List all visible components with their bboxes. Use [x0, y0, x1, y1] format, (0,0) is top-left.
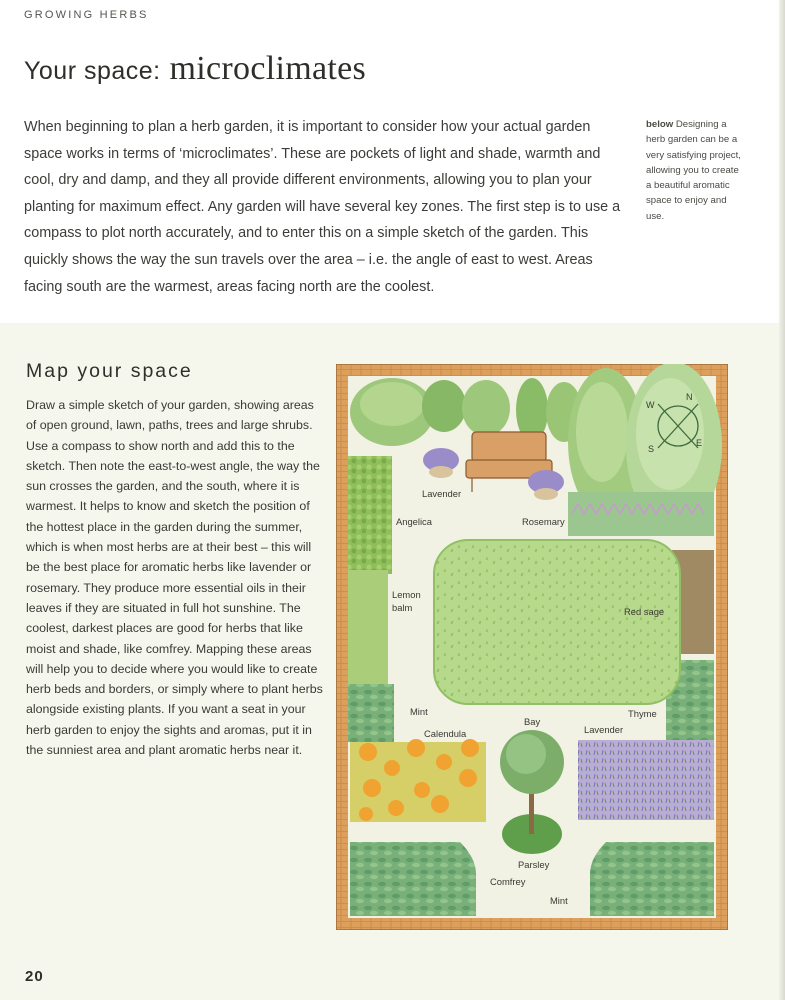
- label-mint-left: Mint: [410, 706, 428, 717]
- garden-plan-drawing: [336, 364, 728, 930]
- label-lavender-bottom: Lavender: [584, 724, 624, 735]
- label-rosemary: Rosemary: [522, 516, 565, 527]
- label-thyme: Thyme: [628, 708, 657, 719]
- compass-s: S: [648, 444, 655, 454]
- title-part-1: Your space:: [24, 57, 161, 85]
- section-title: Map your space: [26, 360, 193, 382]
- label-mint-bottom: Mint: [550, 895, 568, 906]
- image-caption: [646, 117, 741, 224]
- title-part-2: microclimates: [169, 50, 367, 87]
- label-red-sage: Red sage: [624, 606, 665, 617]
- label-angelica: Angelica: [396, 516, 432, 527]
- caption-lead: below: [646, 119, 674, 130]
- label-lavender-top: Lavender: [422, 488, 462, 499]
- label-comfrey: Comfrey: [490, 876, 526, 887]
- page-title: [24, 50, 366, 88]
- caption-text: Designing a herb garden can be a very satisfying project, allowing you to create a beautiful aromatic space to enjoy and use.: [646, 119, 741, 222]
- compass-e: E: [696, 438, 703, 448]
- section-body: Draw a simple sketch of your garden, showing areas of open ground, lawn, paths, trees and large shrubs. Use a compass to show north and add this to the sketch. Then note the east-to-west angle, the way the sun crosses the garden, and the south, where it is warmest. It helps to know and sketch the position of the hottest place in the garden during the summer, which is when most herbs are at their best – this will be the best place for aromatic herbs like lavender or rosemary. They produce more essential oils in their leaves if they are situated in full hot sunshine. The coolest, darkest places are good for herbs that like moist and shade, like comfrey. Mapping these areas will help you to decide where you would like to create herb beds and borders, or simply where to plant herbs alongside existing plants. If you want a seat in your herb garden to enjoy the sights and aromas, put it in the sunniest area and plant aromatic herbs near it.: [26, 398, 323, 758]
- label-lemon: Lemon: [392, 589, 421, 600]
- page-number: 20: [25, 968, 44, 985]
- page-edge-shadow: [779, 0, 785, 1000]
- compass-n: N: [686, 392, 693, 402]
- label-calendula: Calendula: [424, 728, 467, 739]
- label-bay: Bay: [524, 716, 541, 727]
- garden-plan-illustration: [336, 364, 728, 930]
- intro-paragraph: When beginning to plan a herb garden, it is important to consider how your actual garden space works in terms of ‘microclimates’. These are pockets of light and shade, warmth and cool, dry and damp, and they all provide different environments, allowing you to plan your planting for maximum effect. Any garden will have several key zones. The first step is to use a compass to plot north accurately, and to enter this on a simple sketch of the garden. This quickly shows the way the sun travels over the area – i.e. the angle of east to west. Areas facing south are the warmest, areas facing north are the coolest.: [24, 119, 621, 295]
- compass-w: W: [646, 400, 655, 410]
- running-head: GROWING HERBS: [24, 9, 149, 21]
- label-parsley: Parsley: [518, 859, 550, 870]
- label-balm: balm: [392, 602, 413, 613]
